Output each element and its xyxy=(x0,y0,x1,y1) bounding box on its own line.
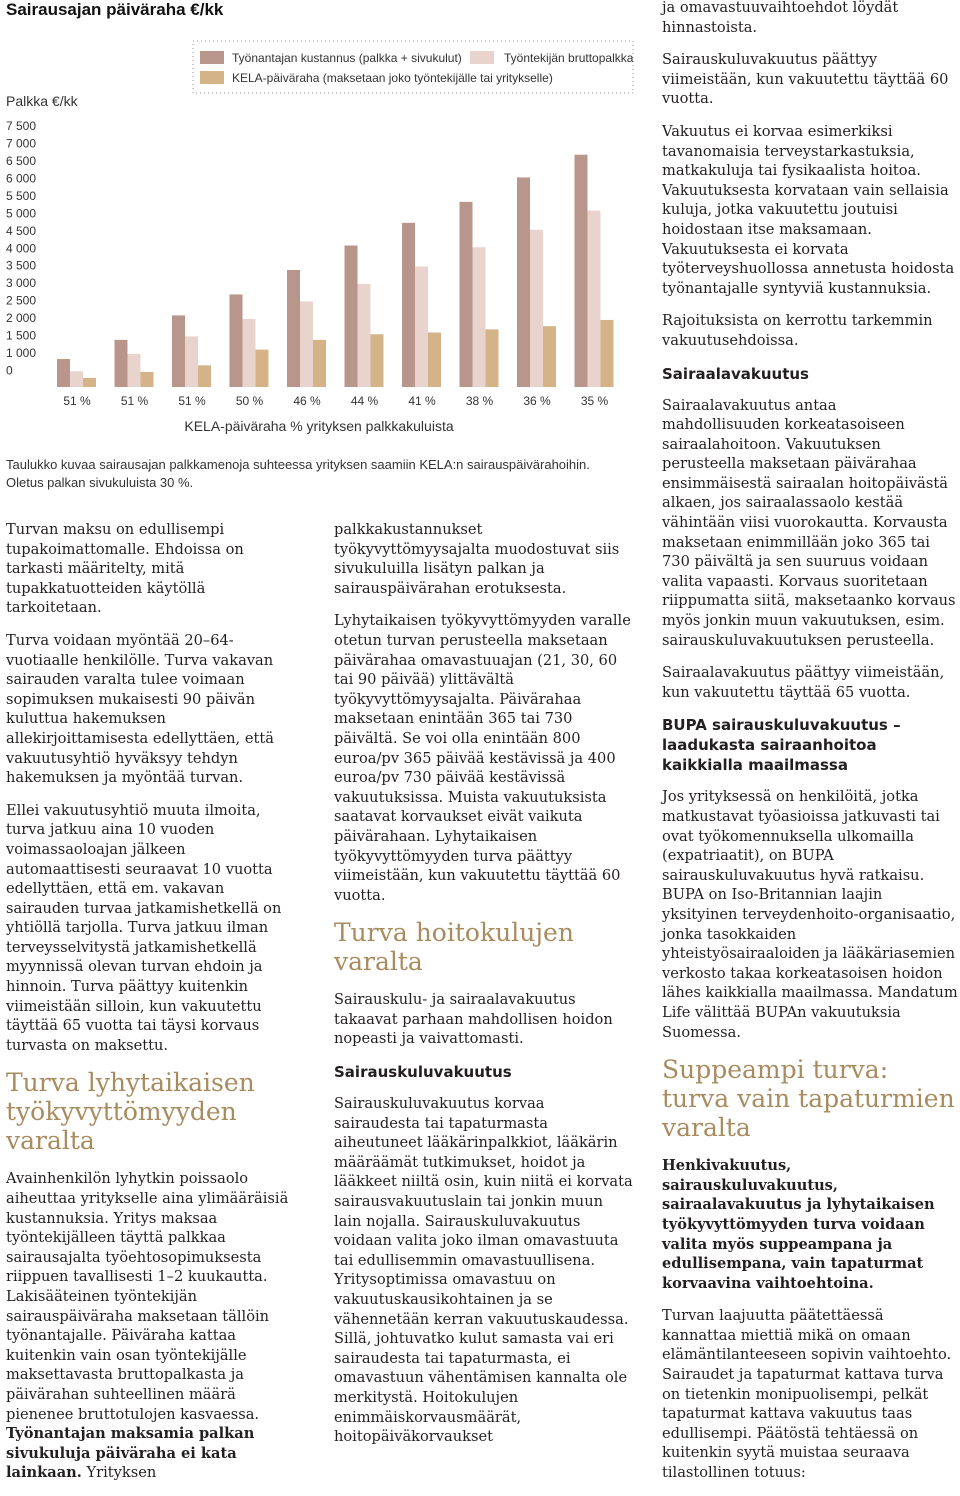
paragraph-bupa: Jos yrityksessä on henkilöitä, jotka matkustavat työasioissa jatkuvasti tai ovat työkomennuksella ulkomailla (expatriaatit), on BUPA sairauskuluvakuutus hyvä ratkaisu. BUPA on Iso-Britannian laajin yksityinen terveydenhoito-organisaatio, jonka tasokkaiden yhteistyösairaaloiden ja lääkäriasemien verkosto takaa korkeatasoisen hoidon lähes kaikkialla maailmassa. Mandatum Life välittää BUPAn vakuutuksia Suomessa. xyxy=(662,788,958,1041)
text-column-2 xyxy=(334,520,634,1460)
chart-title: Sairausajan päiväraha €/kk xyxy=(6,0,224,19)
bar-employer-cost xyxy=(460,202,473,387)
text-key-person-bold: Työnantajan maksamia palkan sivukuluja päiväraha ei kata lainkaan. xyxy=(6,1425,255,1482)
y-tick-label: 7 500 xyxy=(6,119,37,133)
bar-gross-salary xyxy=(588,211,601,387)
bar-kela-allowance xyxy=(543,326,556,387)
bar-chart xyxy=(0,30,640,440)
paragraph-hospital-insurance-end: Sairaalavakuutus päättyy viimeistään, kun vakuutettu täyttää 65 vuotta. xyxy=(662,664,945,701)
bar-employer-cost xyxy=(57,359,70,387)
x-tick-label: 51 % xyxy=(63,394,91,408)
paragraph-key-person xyxy=(6,1169,296,1483)
x-tick-label: 35 % xyxy=(580,394,609,408)
x-tick-label: 41 % xyxy=(408,394,436,408)
text-column-3 xyxy=(662,0,958,1496)
heading-hospital-insurance: Sairaalavakuutus xyxy=(662,364,809,383)
heading-bupa: BUPA sairauskuluvakuutus – laadukasta sairaanhoitoa kaikkialla maailmassa xyxy=(662,716,901,775)
y-tick-label: 5 000 xyxy=(6,206,37,221)
paragraph-age-limits: Turva voidaan myöntää 20–64-vuotiaalle henkilölle. Turva vakavan sairauden varalta tulee voimaan sopimuksen mukaisesti 90 päivän kuluttua hakemuksen allekirjoittamisesta edellyttäen, että vakuutusyhtiö hyväksyy tehdyn hakemuksen ja myöntää turvan. xyxy=(6,631,274,787)
text-key-person-c: Yrityksen xyxy=(81,1464,157,1482)
chart-legend xyxy=(193,41,634,93)
x-axis-label: KELA-päiväraha % yrityksen palkkakuluista xyxy=(184,418,454,434)
y-tick-label: 3 000 xyxy=(6,276,37,291)
chart-bars xyxy=(57,155,614,387)
bar-gross-salary xyxy=(128,354,141,387)
y-tick-label: 4 500 xyxy=(6,223,37,238)
bar-gross-salary xyxy=(185,336,198,387)
y-axis-ticks xyxy=(6,119,36,378)
legend-swatch-employer-cost xyxy=(200,51,224,64)
y-tick-label: 2 500 xyxy=(6,293,37,308)
y-axis-label: Palkka €/kk xyxy=(6,93,78,109)
x-tick-label: 50 % xyxy=(235,394,264,408)
paragraph-price-lists: ja omavastuuvaihtoehdot löydät hinnastoista. xyxy=(662,0,899,36)
y-tick-label: 6 000 xyxy=(6,171,37,186)
caption-line-1: Taulukko kuvaa sairausajan palkkamenoja suhteessa yrityksen saamiin KELA:n sairauspäivärahoihin. xyxy=(6,457,590,472)
bar-gross-salary xyxy=(530,230,543,387)
y-tick-label: 1 000 xyxy=(6,346,37,361)
paragraph-medical-insurance-end: Sairauskuluvakuutus päättyy viimeistään, kun vakuutettu täyttää 60 vuotta. xyxy=(662,51,949,108)
legend-label-gross-salary: Työntekijän bruttopalkka xyxy=(504,51,634,65)
paragraph-hospital-insurance: Sairaalavakuutus antaa mahdollisuuden korkeatasoiseen sairaalahoitoon. Vakuutuksen perusteella maksetaan päivärahaa ensimmäisestä sairaalan hoitopäivästä alkaen, jos sairaalassaolo kestää vähintään viisi vuorokautta. Korvausta maksetaan enimmillään joko 365 tai 730 päivältä ja sen suuruus voidaan valita vapaasti. Korvaus suoritetaan riippumatta siitä, maksetaanko korvaus myös jonkin muun vakuutuksen, esim. sairauskuluvakuutuksen perusteella. xyxy=(662,396,956,649)
bar-employer-cost xyxy=(115,340,128,387)
legend-swatch-kela-allowance xyxy=(200,71,224,84)
bar-kela-allowance xyxy=(601,320,614,387)
paragraph-medical-insurance-intro: Sairauskulu- ja sairaalavakuutus takaavat parhaan mahdollisen hoidon nopeasti ja vaivattomasti. xyxy=(334,991,613,1048)
paragraph-payroll-costs: palkkakustannukset työkyvyttömyysajalta muodostuvat siis sivukuluilla lisätyn palkan ja sairauspäivärahan erotuksesta. xyxy=(334,521,620,597)
heading-medical-expense-insurance: Sairauskuluvakuutus xyxy=(334,1063,512,1082)
bar-gross-salary xyxy=(70,371,83,387)
legend-label-employer-cost: Työnantajan kustannus (palkka + sivukulut) xyxy=(232,51,462,65)
y-tick-label: 4 000 xyxy=(6,241,37,256)
text-key-person-a: Avainhenkilön lyhytkin poissaolo aiheuttaa yritykselle aina ylimääräisiä kustannuksia. Yritys maksaa työntekijälleen täyttä palkkaa sairausajalta työehtosopimuksesta riippuen tavallisesti 1–2 kuukautta. Lakisääteinen työntekijän sairauspäiväraha maksetaan tällöin työnantajalle. Päiväraha kattaa kuitenkin vain osan työntekijälle maksettavasta bruttopalkasta ja päivärahan suhteellinen määrä pienenee bruttotulojen kasvaessa. xyxy=(6,1170,289,1423)
bar-employer-cost xyxy=(230,294,243,387)
legend-label-kela-allowance: KELA-päiväraha (maksetaan joko työntekijälle tai yritykselle) xyxy=(232,71,553,85)
paragraph-continuation: Ellei vakuutusyhtiö muuta ilmoita, turva jatkuu aina 10 vuoden voimassaoloajan jälkeen automaattisesti seuraavat 10 vuotta edellyttäen, että em. vakavan sairauden turvaa jatkamishetkellä on yhtiöllä tarjolla. Turva jatkuu ilman terveysselvitystä jatkamishetkellä myynnissä olevan turvan ehdoin ja hinnoin. Turva päättyy kuitenkin viimeistään silloin, kun vakuutettu täyttää 65 vuotta tai täysi korvaus turvasta on maksettu. xyxy=(6,801,282,1054)
legend-swatch-gross-salary xyxy=(470,51,494,64)
bar-gross-salary xyxy=(358,284,371,387)
y-tick-label: 5 500 xyxy=(6,188,37,203)
bar-kela-allowance xyxy=(198,365,211,387)
paragraph-restrictions: Rajoituksista on kerrottu tarkemmin vakuutusehdoissa. xyxy=(662,312,933,349)
x-axis-ticks xyxy=(63,394,608,408)
bar-employer-cost xyxy=(287,270,300,387)
bar-kela-allowance xyxy=(313,340,326,387)
paragraph-medical-expense-details: Sairauskuluvakuutus korvaa sairaudesta tai tapaturmasta aiheutuneet lääkärinpalkkiot, lääkärin määräämät tutkimukset, hoidot ja lääkkeet niiltä osin, kuin niitä ei korvata sairausvakuutuslain tai jonkin muun lain nojalla. Sairauskuluvakuutus voidaan valita joko ilman omavastuuta tai edullisemmin omavastuullisena. Yritysoptimissa omavastuu on vakuutuskausikohtainen ja se vähennetään kerran vakuutuskaudessa. Sillä, johtuvatko kulut samasta vai eri sairaudesta tai tapaturmasta, ei omavastuun vähentämisen kannalta ole merkitystä. Hoitokulujen enimmäiskorvausmäärät, hoitopäiväkorvaukset xyxy=(334,1095,633,1446)
x-tick-label: 51 % xyxy=(178,394,206,408)
heading-treatment-costs: Turva hoitokulujen varalta xyxy=(334,918,574,977)
y-tick-label: 2 000 xyxy=(6,311,37,326)
paragraph-accident-options: Henkivakuutus, sairauskuluvakuutus, sairaalavakuutus ja lyhytaikaisen työkyvyttömyyden turva voidaan valita myös suppeampana ja edullisempana, vain tapaturmat korvaavina vaihtoehtoina. xyxy=(662,1157,935,1292)
chart-caption xyxy=(6,456,636,492)
y-tick-label: 3 500 xyxy=(6,258,37,273)
paragraph-exclusions: Vakuutus ei korvaa esimerkiksi tavanomaisia terveystarkastuksia, matkakuluja tai fysikaalista hoitoa. Vakuutuksesta korvataan vain sellaisia kuluja, jotka vakuutettu joutuisi hoidostaan itse maksamaan. Vakuutuksesta ei korvata työterveyshuollossa annetusta hoidosta työnantajalle syntyviä kustannuksia. xyxy=(662,122,955,297)
bar-gross-salary xyxy=(415,266,428,387)
paragraph-tobacco: Turvan maksu on edullisempi tupakoimattomalle. Ehdoissa on tarkasti määritelty, mitä tupakkatuotteiden käytöllä tarkoitetaan. xyxy=(6,521,244,617)
bar-kela-allowance xyxy=(428,333,441,387)
x-tick-label: 44 % xyxy=(350,394,379,408)
bar-employer-cost xyxy=(575,155,588,387)
heading-short-term-disability: Turva lyhytaikaisen työkyvyttömyyden varalta xyxy=(6,1068,255,1156)
bar-employer-cost xyxy=(517,177,530,387)
caption-line-2: Oletus palkan sivukuluista 30 %. xyxy=(6,475,194,490)
bar-kela-allowance xyxy=(486,329,499,387)
y-tick-label: 1 500 xyxy=(6,328,37,343)
bar-gross-salary xyxy=(243,319,256,387)
x-tick-label: 51 % xyxy=(120,394,149,408)
paragraph-choosing-coverage: Turvan laajuutta päätettäessä kannattaa miettiä mikä on omaan elämäntilanteeseen sopivin vaihtoehto. Sairaudet ja tapaturmat kattava turva on tietenkin monipuolisempi, pelkät tapaturmat kattava vakuutus taas edullisempi. Päätöstä tehtäessä on kuitenkin syytä muistaa seuraava tilastollinen totuus: xyxy=(662,1307,952,1482)
bar-employer-cost xyxy=(172,315,185,387)
bar-employer-cost xyxy=(402,223,415,387)
bar-kela-allowance xyxy=(371,334,384,387)
y-tick-label: 6 500 xyxy=(6,153,37,168)
bar-kela-allowance xyxy=(256,350,269,387)
bar-kela-allowance xyxy=(83,378,96,387)
bar-kela-allowance xyxy=(141,372,154,387)
x-tick-label: 38 % xyxy=(465,394,494,408)
bar-gross-salary xyxy=(300,301,313,387)
bar-employer-cost xyxy=(345,246,358,387)
y-tick-label: 0 xyxy=(6,363,13,378)
bar-gross-salary xyxy=(473,247,486,387)
paragraph-daily-allowance: Lyhytaikaisen työkyvyttömyyden varalle otetun turvan perusteella maksetaan päivärahaa omavastuuajan (21, 30, 60 tai 90 päivää) ylittävältä työkyvyttömyysajalta. Päivärahaa maksetaan enintään 365 tai 730 päivältä. Se voi olla enintään 800 euroa/pv 365 päivää kestävissä ja 400 euroa/pv 730 päivää kestävissä vakuutuksissa. Muista vakuutuksista saatavat korvaukset eivät vaikuta päivärahaan. Lyhytaikaisen työkyvyttömyyden turva päättyy viimeistään, kun vakuutettu täyttää 60 vuotta. xyxy=(334,612,631,904)
heading-accident-only: Suppeampi turva: turva vain tapaturmien varalta xyxy=(662,1055,955,1143)
y-tick-label: 7 000 xyxy=(6,136,37,151)
x-tick-label: 36 % xyxy=(523,394,551,408)
text-column-1 xyxy=(6,520,296,1496)
x-tick-label: 46 % xyxy=(293,394,321,408)
